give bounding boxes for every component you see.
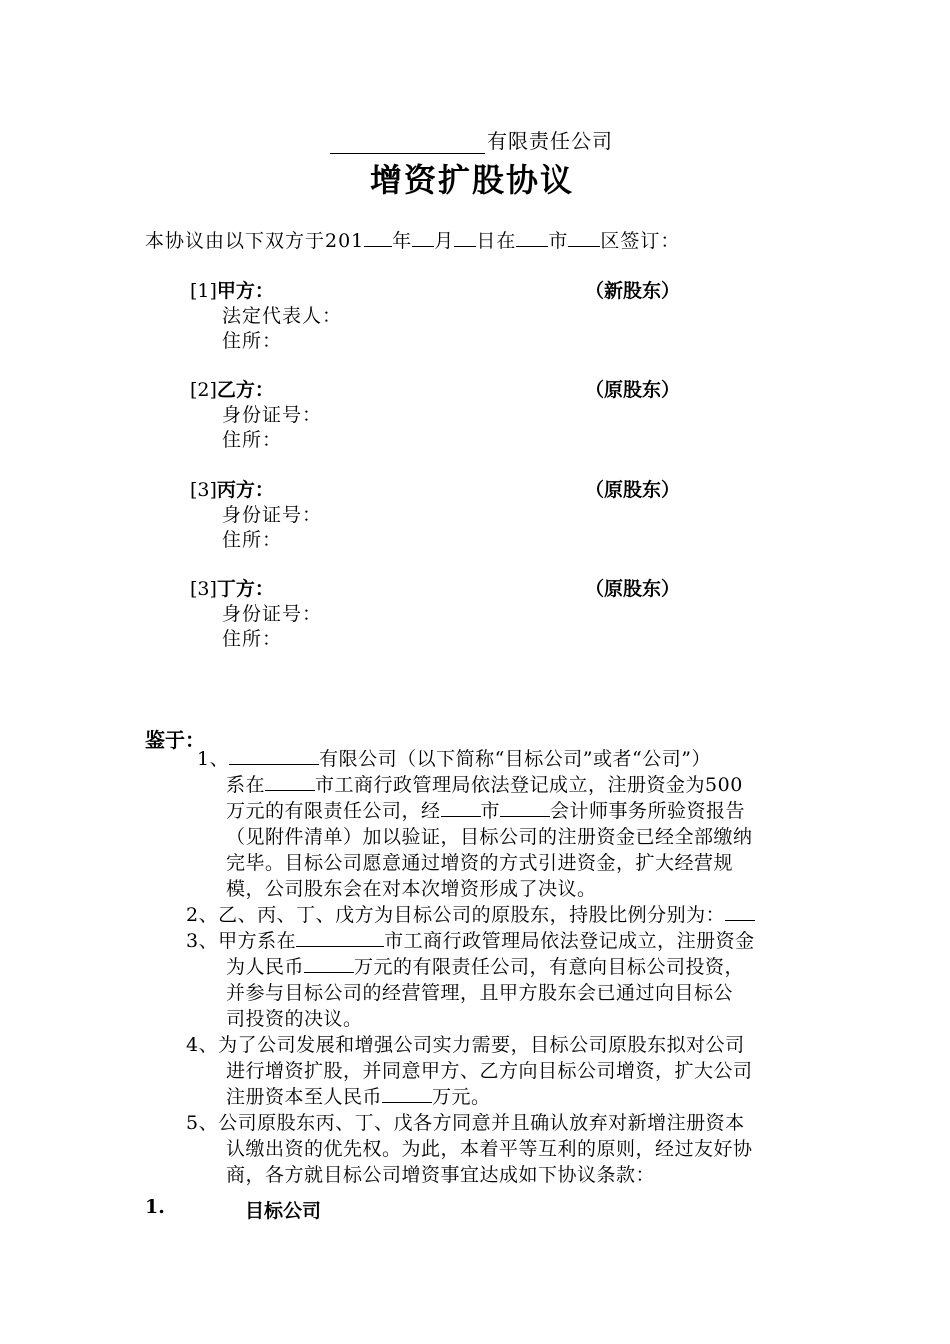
whereas-3-line-2 — [226, 954, 744, 980]
text-segment: 3、甲方系在 — [186, 930, 297, 952]
whereas-1-text: 有限公司（以下简称“目标公司”或者“公司”） — [319, 748, 711, 770]
party-3-role: （原股东） — [585, 479, 681, 501]
whereas-1-line-3 — [226, 798, 745, 824]
whereas-5-line-1: 5、公司原股东丙、丁、戊各方同意并且确认放弃对新增注册资本 — [186, 1112, 745, 1134]
party-1-role: （新股东） — [585, 280, 681, 302]
text-segment: 注册资本至人民币 — [226, 1086, 383, 1108]
company-blank — [229, 747, 319, 765]
party-name: 甲方： — [216, 280, 274, 302]
party-3-field-2: 住所： — [222, 529, 283, 551]
district-blank — [568, 229, 600, 247]
text-segment: 市工商行政管理局依法登记成立，注册资金 — [384, 930, 755, 952]
text-segment: 市工商行政管理局依法登记成立，注册资金为500 — [315, 774, 743, 796]
company-name-blank — [330, 133, 485, 154]
capital-blank — [304, 955, 354, 973]
party-2-field-2: 住所： — [222, 429, 283, 451]
party-2-field-1: 身份证号： — [222, 404, 323, 426]
whereas-3-line-4: 司投资的决议。 — [226, 1008, 363, 1030]
intro-line — [145, 226, 680, 253]
party-4-role: （原股东） — [585, 578, 681, 600]
firm-blank — [500, 799, 550, 817]
text-segment: 为人民币 — [226, 956, 305, 978]
section-1-title: 目标公司 — [245, 1200, 322, 1222]
party-1-field-2: 住所： — [222, 330, 283, 352]
party-4-field-2: 住所： — [222, 628, 283, 650]
party-4-heading — [190, 574, 274, 601]
text-segment: 市 — [480, 800, 501, 822]
whereas-1-line-4: （见附件清单）加以验证，目标公司的注册资金已经全部缴纳 — [226, 826, 753, 848]
party-2-heading — [190, 375, 274, 402]
ratio-blank — [725, 903, 755, 921]
whereas-title: 鉴于： — [145, 728, 205, 752]
whereas-2-line-1 — [186, 902, 755, 928]
document-title: 增资扩股协议 — [370, 161, 575, 199]
text-segment: 会计师事务所验资报告 — [550, 800, 746, 822]
party-index: [1] — [190, 280, 217, 302]
party-index: [2] — [190, 379, 217, 401]
capital-blank — [382, 1085, 432, 1103]
whereas-3-line-1 — [186, 928, 755, 954]
party-3-heading — [190, 475, 274, 502]
city-blank — [441, 799, 481, 817]
intro-text-4: 日在 — [476, 230, 517, 252]
party-name: 乙方： — [216, 379, 274, 401]
whereas-1-line-6: 模，公司股东会在对本次增资形成了决议。 — [226, 878, 597, 900]
city-blank — [296, 929, 384, 947]
whereas-3-line-3: 并参与目标公司的经营管理，且甲方股东会已通过向目标公 — [226, 982, 734, 1004]
whereas-5-line-2: 认缴出资的优先权。为此，本着平等互利的原则，经过友好协 — [226, 1138, 753, 1160]
whereas-4-line-3 — [226, 1084, 491, 1110]
text-segment: 2、乙、丙、丁、戊方为目标公司的原股东，持股比例分别为： — [186, 904, 726, 926]
party-4-field-1: 身份证号： — [222, 603, 323, 625]
party-index: [3] — [190, 479, 217, 501]
party-3-field-1: 身份证号： — [222, 504, 323, 526]
whereas-1-line-5: 完毕。目标公司愿意通过增资的方式引进资金，扩大经营规 — [226, 852, 734, 874]
text-segment: 万元的有限责任公司，经 — [226, 800, 441, 822]
section-1-number: 1. — [145, 1196, 165, 1218]
party-index: [3] — [190, 578, 217, 600]
text-segment: 万元。 — [432, 1086, 491, 1108]
year-blank — [364, 229, 392, 247]
party-1-heading — [190, 276, 274, 303]
intro-text-2: 年 — [392, 230, 413, 252]
intro-text-6: 区签订： — [600, 230, 681, 252]
whereas-1-line-2 — [226, 772, 743, 798]
party-name: 丙方： — [216, 479, 274, 501]
whereas-4-line-1: 4、为了公司发展和增强公司实力需要，目标公司原股东拟对公司 — [186, 1034, 745, 1056]
city-blank — [516, 229, 548, 247]
party-1-field-1: 法定代表人： — [222, 305, 343, 327]
city-blank — [265, 773, 315, 791]
company-suffix: 有限责任公司 — [487, 129, 613, 153]
intro-text-1: 本协议由以下双方于201 — [145, 230, 365, 252]
intro-text-3: 月 — [434, 230, 455, 252]
month-blank — [412, 229, 434, 247]
day-blank — [454, 229, 476, 247]
party-2-role: （原股东） — [585, 379, 681, 401]
whereas-5-line-3: 商，各方就目标公司增资事宜达成如下协议条款： — [226, 1164, 656, 1186]
whereas-4-line-2: 进行增资扩股，并同意甲方、乙方向目标公司增资，扩大公司 — [226, 1060, 753, 1082]
company-name-line — [330, 125, 613, 154]
text-segment: 万元的有限责任公司，有意向目标公司投资， — [354, 956, 745, 978]
party-name: 丁方： — [216, 578, 274, 600]
intro-text-5: 市 — [548, 230, 569, 252]
text-segment: 系在 — [226, 774, 266, 796]
whereas-1-number: 1、 — [197, 748, 230, 770]
whereas-1-line-1 — [197, 746, 711, 772]
